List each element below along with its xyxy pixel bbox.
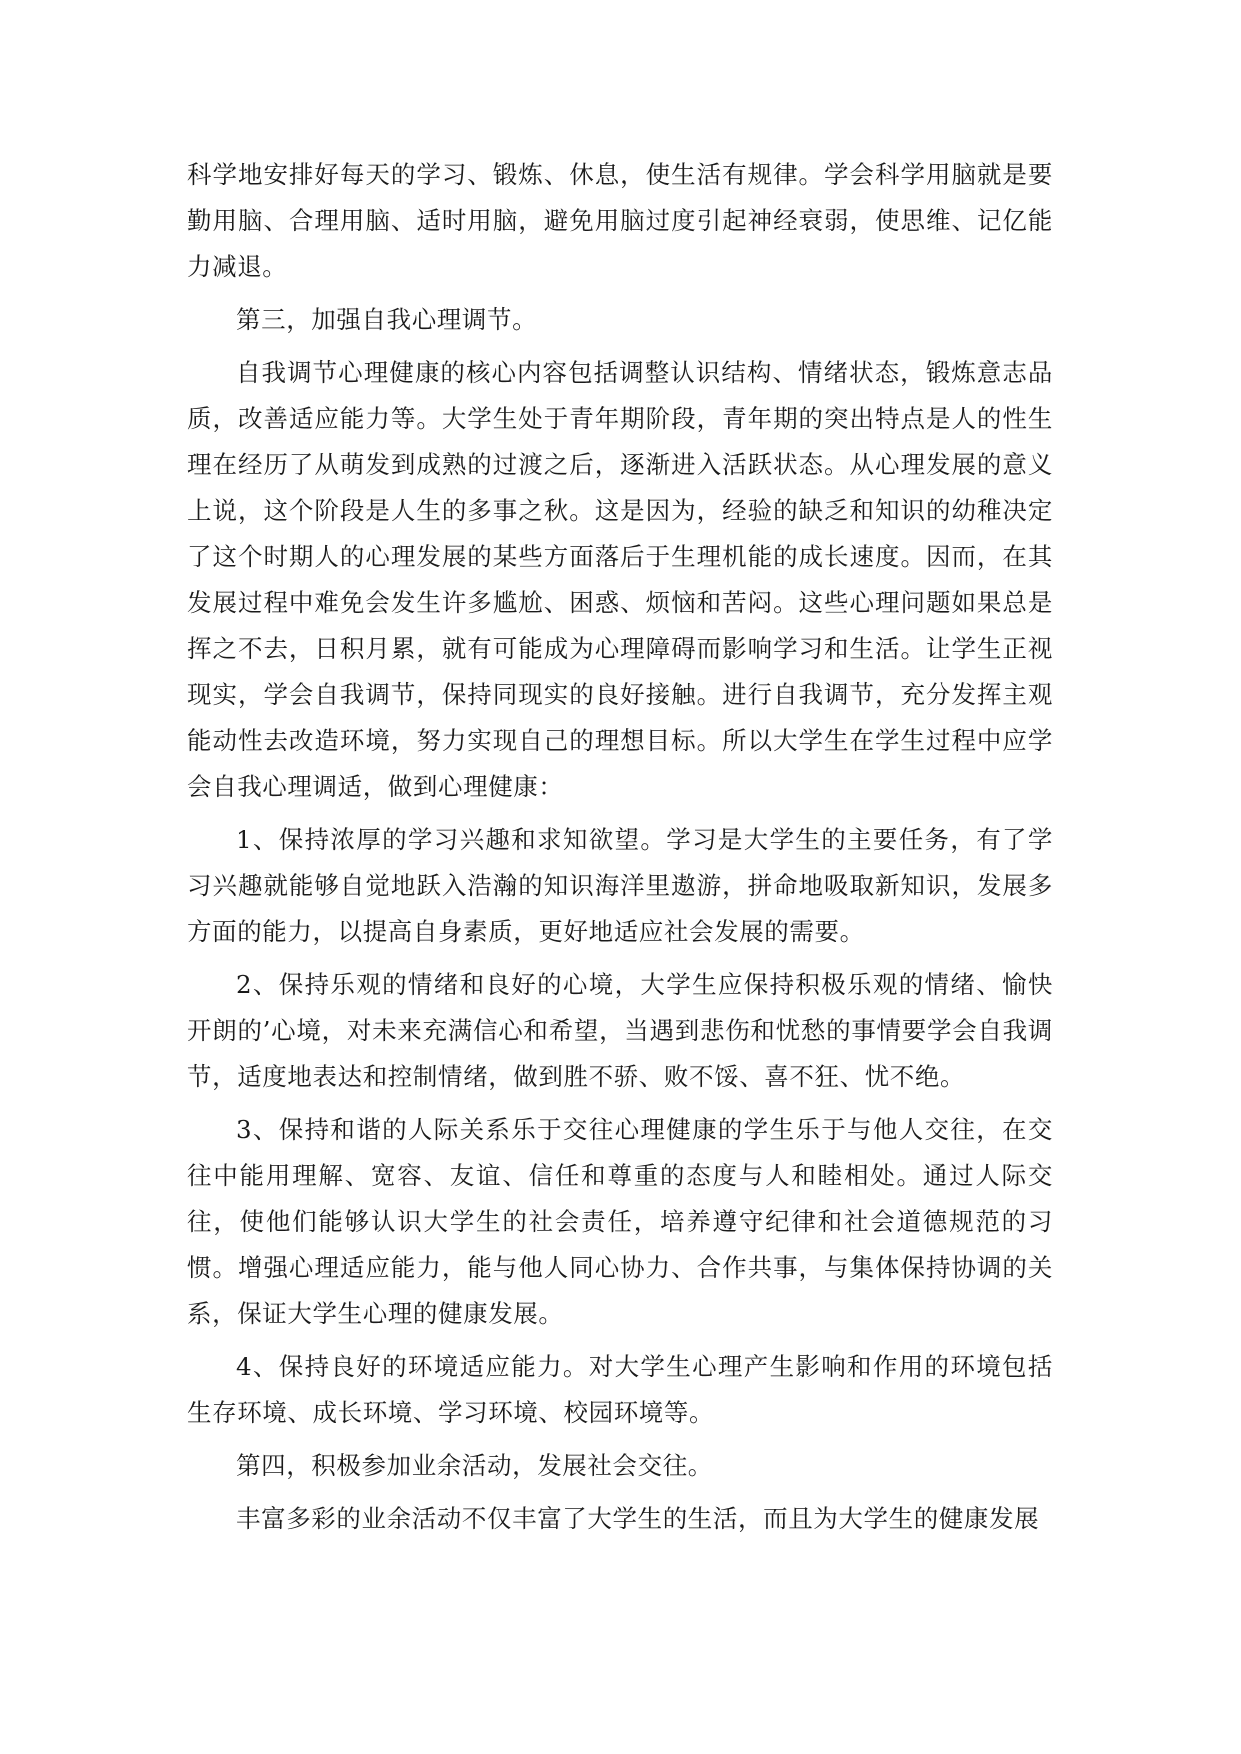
- list-item-3: 3、保持和谐的人际关系乐于交往心理健康的学生乐于与他人交往，在交往中能用理解、宽容、友谊、信任和尊重的态度与人和睦相处。通过人际交往，使他们能够认识大学生的社会责任，培养遵守纪律和社会道德规范的习惯。增强心理适应能力，能与他人同心协力、合作共事，与集体保持协调的关系，保证大学生心理的健康发展。: [187, 1115, 1053, 1328]
- section-heading-third: 第三，加强自我心理调节。: [236, 305, 538, 334]
- paragraph-self-regulation: 自我调节心理健康的核心内容包括调整认识结构、情绪状态，锻炼意志品质，改善适应能力等。大学生处于青年期阶段，青年期的突出特点是人的性生理在经历了从萌发到成熟的过渡之后，逐渐进入活跃状态。从心理发展的意义上说，这个阶段是人生的多事之秋。这是因为，经验的缺乏和知识的幼稚决定了这个时期人的心理发展的某些方面落后于生理机能的成长速度。因而，在其发展过程中难免会发生许多尴尬、困惑、烦恼和苦闷。这些心理问题如果总是挥之不去，日积月累，就有可能成为心理障碍而影响学习和生活。让学生正视现实，学会自我调节，保持同现实的良好接触。进行自我调节，充分发挥主观能动性去改造环境，努力实现自己的理想目标。所以大学生在学生过程中应学会自我心理调适，做到心理健康：: [187, 358, 1053, 801]
- paragraph-continuation: 科学地安排好每天的学习、锻炼、休息，使生活有规律。学会科学用脑就是要勤用脑、合理用脑、适时用脑，避免用脑过度引起神经衰弱，使思维、记亿能力减退。: [187, 160, 1053, 281]
- list-item-1: 1、保持浓厚的学习兴趣和求知欲望。学习是大学生的主要任务，有了学习兴趣就能够自觉地跃入浩瀚的知识海洋里遨游，拼命地吸取新知识，发展多方面的能力，以提高自身素质，更好地适应社会发展的需要。: [187, 825, 1053, 946]
- section-heading-fourth: 第四，积极参加业余活动，发展社会交往。: [236, 1451, 713, 1480]
- list-item-4: 4、保持良好的环境适应能力。对大学生心理产生影响和作用的环境包括生存环境、成长环境、学习环境、校园环境等。: [187, 1352, 1053, 1427]
- list-item-2: 2、保持乐观的情绪和良好的心境，大学生应保持积极乐观的情绪、愉快开朗的’心境，对未来充满信心和希望，当遇到悲伤和忧愁的事情要学会自我调节，适度地表达和控制情绪，做到胜不骄、败不馁、喜不狂、忧不绝。: [187, 970, 1053, 1091]
- document-body: [187, 152, 1053, 1549]
- paragraph-activities: 丰富多彩的业余活动不仅丰富了大学生的生活，而且为大学生的健康发展: [236, 1504, 1040, 1533]
